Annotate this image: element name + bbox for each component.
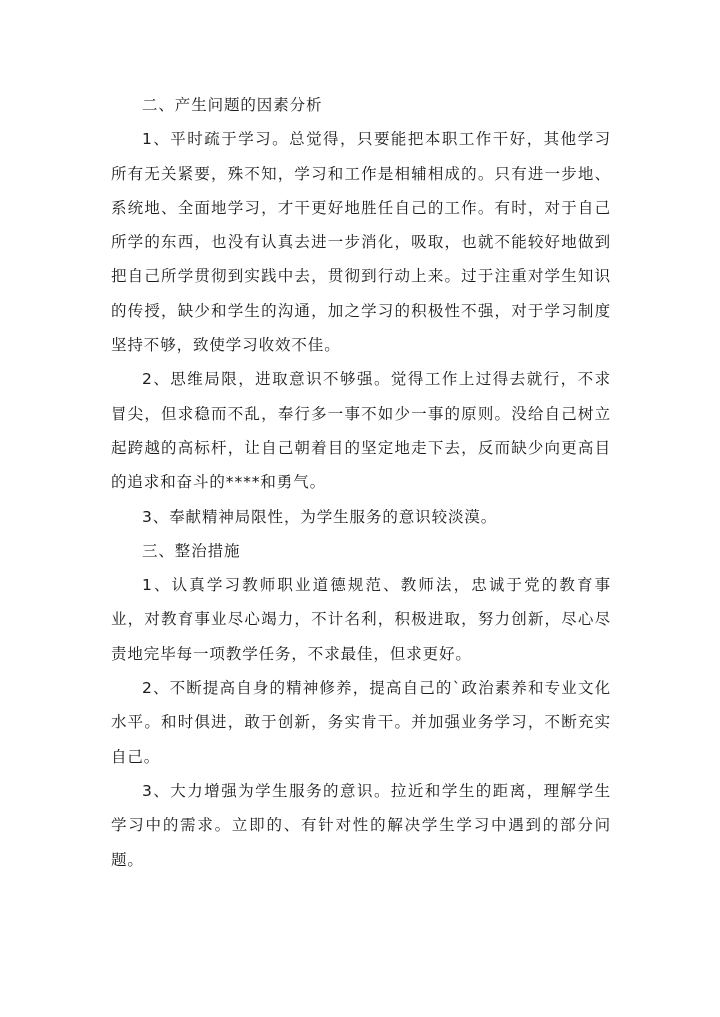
cause-item-2: 2、思维局限，进取意识不够强。觉得工作上过得去就行，不求冒尖，但求稳而不乱，奉行多一事不如少一事的原则。没给自己树立起跨越的高标杆，让自己朝着目的坚定地走下去，反而缺少向更高目的追求和奋斗的****和勇气。	[111, 370, 611, 492]
section-heading-measures: 三、整治措施	[142, 541, 241, 560]
cause-item-3: 3、奉献精神局限性，为学生服务的意识较淡漠。	[142, 507, 498, 526]
cause-item-1: 1、平时疏于学习。总觉得，只要能把本职工作干好，其他学习所有无关紧要，殊不知，学习和工作是相辅相成的。只有进一步地、系统地、全面地学习，才干更好地胜任自己的工作。有时，对于自己所学的东西，也没有认真去进一步消化，吸取，也就不能较好地做到把自己所学贯彻到实践中去，贯彻到行动上来。过于注重对学生知识的传授，缺少和学生的沟通，加之学习的积极性不强，对于学习制度坚持不够，致使学习收效不佳。	[111, 130, 611, 355]
document-body	[111, 88, 611, 877]
section-heading-causes: 二、产生问题的因素分析	[142, 96, 323, 114]
measure-item-3: 3、大力增强为学生服务的意识。拉近和学生的距离，理解学生学习中的需求。立即的、有针对性的解决学生学习中遇到的部分问题。	[111, 781, 611, 869]
measure-item-2: 2、不断提高自身的精神修养，提高自己的`政治素养和专业文化水平。和时俱进，敢于创新，务实肯干。并加强业务学习，不断充实自己。	[111, 679, 611, 766]
measure-item-1: 1、认真学习教师职业道德规范、教师法，忠诚于党的教育事业，对教育事业尽心竭力，不计名利，积极进取，努力创新，尽心尽责地完毕每一项教学任务，不求最佳，但求更好。	[111, 576, 611, 663]
